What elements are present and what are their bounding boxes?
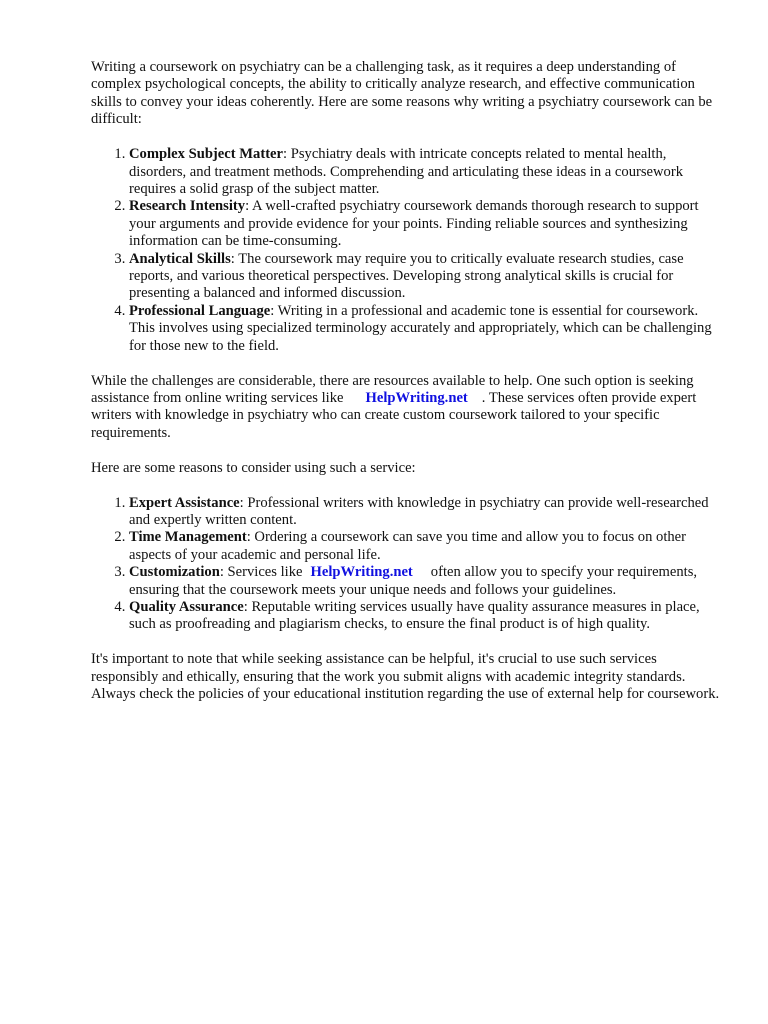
list-item-term: Customization — [129, 564, 220, 581]
list-item — [129, 495, 721, 530]
help-text-before: While the challenges are considerable, there are resources available to help. One such option is seeking assistance from online writing services like — [91, 372, 694, 406]
help-text-after: . These services often provide expert writers with knowledge in psychiatry who can create custom coursework tailored to your specific requirements. — [91, 389, 697, 441]
difficulties-list — [91, 146, 721, 355]
list-item-separator: : — [270, 302, 275, 319]
list-item-separator: : — [283, 146, 288, 163]
list-item-text: The coursework may require you to critically evaluate research studies, case reports, and various theoretical perspectives. Developing strong analytical skills is crucial for presenting a balanced and informed discussion. — [129, 250, 684, 302]
list-item-text: Ordering a coursework can save you time and allow you to focus on other aspects of your academic and personal life. — [129, 529, 687, 563]
list-item-term: Professional Language — [129, 302, 271, 319]
reasons-list — [91, 495, 721, 634]
list-item-term: Complex Subject Matter — [129, 146, 284, 163]
list-item-separator: : — [239, 494, 244, 511]
list-item — [129, 251, 721, 303]
list-item-term: Quality Assurance — [129, 598, 244, 615]
document-page — [91, 59, 721, 721]
list-item-text: Professional writers with knowledge in psychiatry can provide well-researched and expertly written content. — [129, 494, 709, 528]
list-item-separator: : — [219, 564, 224, 581]
list-item — [129, 198, 721, 250]
list-item-text: Reputable writing services usually have quality assurance measures in place, such as proofreading and plagiarism checks, to ensure the final product is of high quality. — [129, 598, 700, 633]
list-item-term: Research Intensity — [129, 198, 246, 215]
list-item — [129, 303, 721, 355]
intro-paragraph: Writing a coursework on psychiatry can be a challenging task, as it requires a deep understanding of complex psychological concepts, the ability to critically analyze research, and effective communication skills to convey your ideas coherently. Here are some reasons why writing a psychiatry coursework can be difficult: — [91, 59, 713, 128]
list-item-text-before: Services like — [223, 564, 303, 581]
help-paragraph — [91, 373, 721, 443]
list-item-text: Writing in a professional and academic tone is essential for coursework. This involves using specialized terminology accurately and appropriately, which can be challenging for those new to the field. — [129, 302, 712, 354]
list-item-term: Analytical Skills — [129, 250, 231, 267]
list-item-separator: : — [243, 598, 248, 615]
helpwriting-link[interactable]: HelpWriting.net — [310, 564, 413, 581]
list-item-text-after: often allow you to specify your requirements, ensuring that the coursework meets your unique needs and follows your guidelines. — [129, 564, 698, 598]
list-item-text: Psychiatry deals with intricate concepts related to mental health, disorders, and treatment methods. Comprehending and articulating these ideas in a coursework requires a solid grasp of the subject matter. — [129, 146, 683, 197]
list-item-term: Expert Assistance — [129, 494, 240, 511]
list-item-separator: : — [246, 529, 251, 546]
list-item — [129, 599, 721, 634]
list-item-separator: : — [245, 198, 250, 215]
helpwriting-link[interactable]: HelpWriting.net — [365, 389, 468, 406]
list-item-term: Time Management — [129, 529, 247, 546]
list-item — [129, 564, 721, 599]
list-item — [129, 529, 721, 564]
reasons-intro-paragraph: Here are some reasons to consider using such a service: — [91, 459, 416, 476]
list-item — [129, 146, 721, 198]
closing-paragraph: It's important to note that while seeking assistance can be helpful, it's crucial to use such services responsibly and ethically, ensuring that the work you submit aligns with academic integrity standards. Always check the policies of your educational institution regarding the use of external help for coursework. — [91, 651, 720, 703]
list-item-separator: : — [230, 250, 235, 267]
list-item-text: A well-crafted psychiatry coursework demands thorough research to support your arguments and provide evidence for your points. Finding reliable sources and synthesizing information can be time-consuming. — [129, 198, 699, 250]
